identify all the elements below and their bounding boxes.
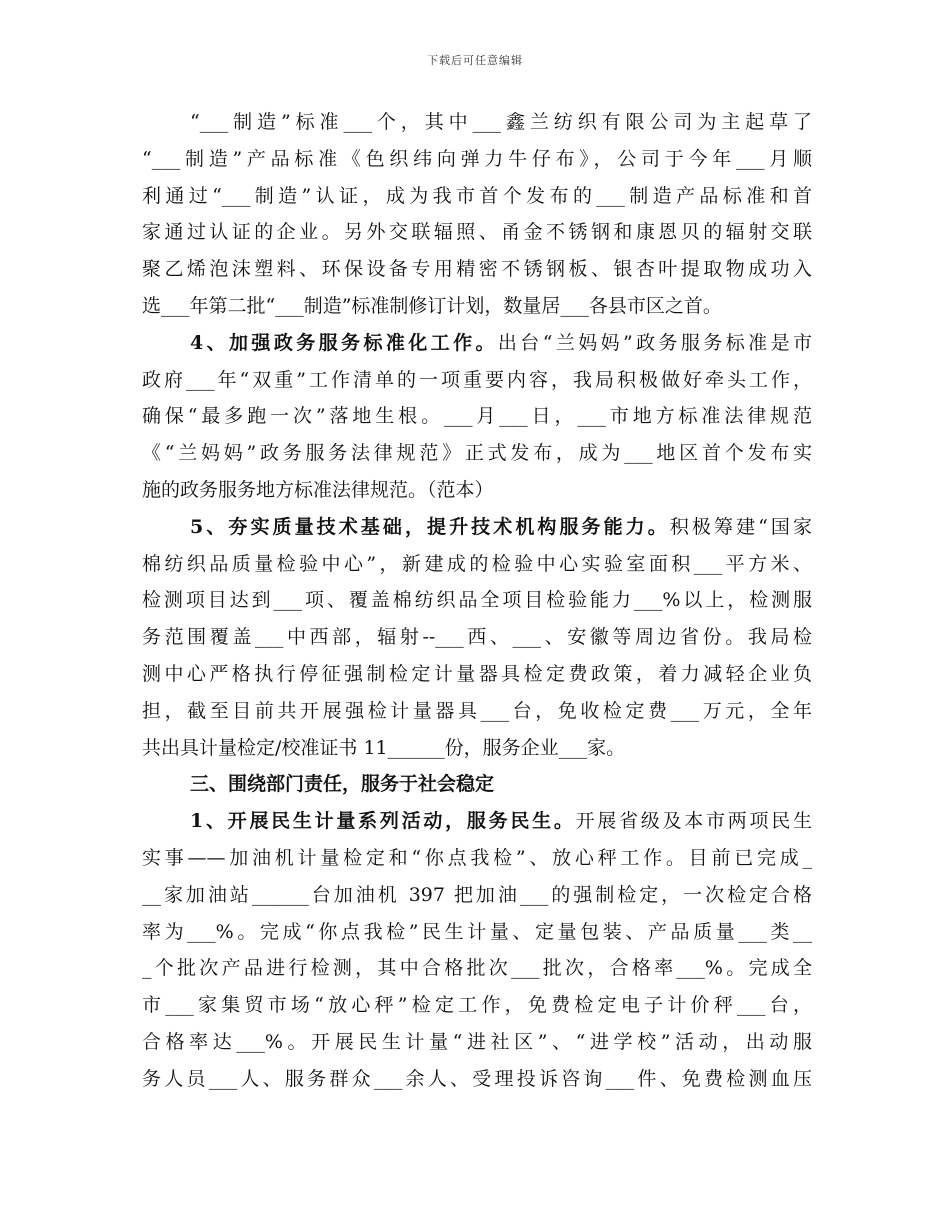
text-line: 确保“最多跑一次”落地生根。___月___日，___市地方标准法律规范 xyxy=(142,405,812,428)
paragraph-heading: 1、开展民生计量系列活动，服务民生。 xyxy=(190,810,576,833)
text-line: 合格率达___%。开展民生计量“进社区”、“进学校”活动，出动服 xyxy=(142,1030,812,1053)
text-line: 检测项目达到___项、覆盖棉纺织品全项目检验能力___%以上，检测服 xyxy=(142,589,812,612)
paragraph-text: 出台“兰妈妈”政务服务标准是市 xyxy=(497,331,812,354)
text-line: 施的政务服务地方标准法律规范。（范本） xyxy=(142,478,494,501)
paragraph-government-service xyxy=(142,325,812,509)
text-line: 家通过认证的企业。另外交联辐照、甬金不锈钢和康恩贝的辐射交联 xyxy=(142,221,812,244)
text-line: 实事——加油机计量检定和“你点我检”、放心秤工作。目前已完成_ xyxy=(142,846,812,869)
text-line xyxy=(142,509,812,546)
paragraph-standards xyxy=(142,104,812,325)
text-line: 选___年第二批“___制造”标准制修订计划，数量居___各县市区之首。 xyxy=(142,294,722,317)
text-line: 聚乙烯泡沫塑料、环保设备专用精密不锈钢板、银杏叶提取物成功入 xyxy=(142,258,812,281)
text-line: 共出具计量检定/校准证书 11______份，服务企业___家。 xyxy=(142,736,626,759)
paragraph-technical-foundation xyxy=(142,509,812,767)
text-line xyxy=(142,325,812,362)
text-line: 率为___%。完成“你点我检”民生计量、定量包装、产品质量___类__ xyxy=(142,920,812,943)
text-line: 利通过“___制造”认证，成为我市首个发布的___制造产品标准和首 xyxy=(142,184,812,207)
text-line: 市___家集贸市场“放心秤”检定工作，免费检定电子计价秤___台， xyxy=(142,994,812,1017)
paragraph-heading: 4、加强政务服务标准化工作。 xyxy=(190,331,498,354)
text-line: 担，截至目前共开展强检计量器具___台，免收检定费___万元，全年 xyxy=(142,699,812,722)
paragraph-livelihood-metrology xyxy=(142,803,812,1097)
text-line: 棉纺织品质量检验中心”，新建成的检验中心实验室面积___平方米、 xyxy=(142,552,812,575)
text-line: _个批次产品进行检测，其中合格批次___批次，合格率___%。完成全 xyxy=(142,957,812,980)
text-line: 政府___年“双重”工作清单的一项重要内容，我局积极做好牵头工作， xyxy=(142,368,812,391)
text-line: “___制造”产品标准《色织纬向弹力牛仔布》，公司于今年___月顺 xyxy=(142,147,812,170)
text-line: 测中心严格执行停征强制检定计量器具检定费政策，着力减轻企业负 xyxy=(142,662,812,685)
text-line: 务人员___人、服务群众___余人、受理投诉咨询___件、免费检测血压 xyxy=(142,1067,812,1090)
page-header: 下载后可任意编辑 xyxy=(427,54,523,67)
paragraph-text: 积极筹建“国家 xyxy=(669,515,812,538)
text-line: “___制造”标准___个，其中___鑫兰纺织有限公司为主起草了 xyxy=(190,111,812,133)
text-line xyxy=(142,803,812,840)
document-body xyxy=(142,104,812,1098)
section-title: 三、围绕部门责任，服务于社会稳定 xyxy=(190,773,495,796)
text-line: __家加油站______台加油机 397 把加油___的强制检定，一次检定合格 xyxy=(142,883,812,906)
paragraph-heading: 5、夯实质量技术基础，提升技术机构服务能力。 xyxy=(190,515,670,538)
section-heading xyxy=(142,766,812,803)
text-line: 《“兰妈妈”政务服务法律规范》正式发布，成为___地区首个发布实 xyxy=(142,442,812,465)
text-line: 务范围覆盖___中西部，辐射--___西、___、安徽等周边省份。我局检 xyxy=(142,626,812,649)
paragraph-text: 开展省级及本市两项民生 xyxy=(575,810,812,833)
